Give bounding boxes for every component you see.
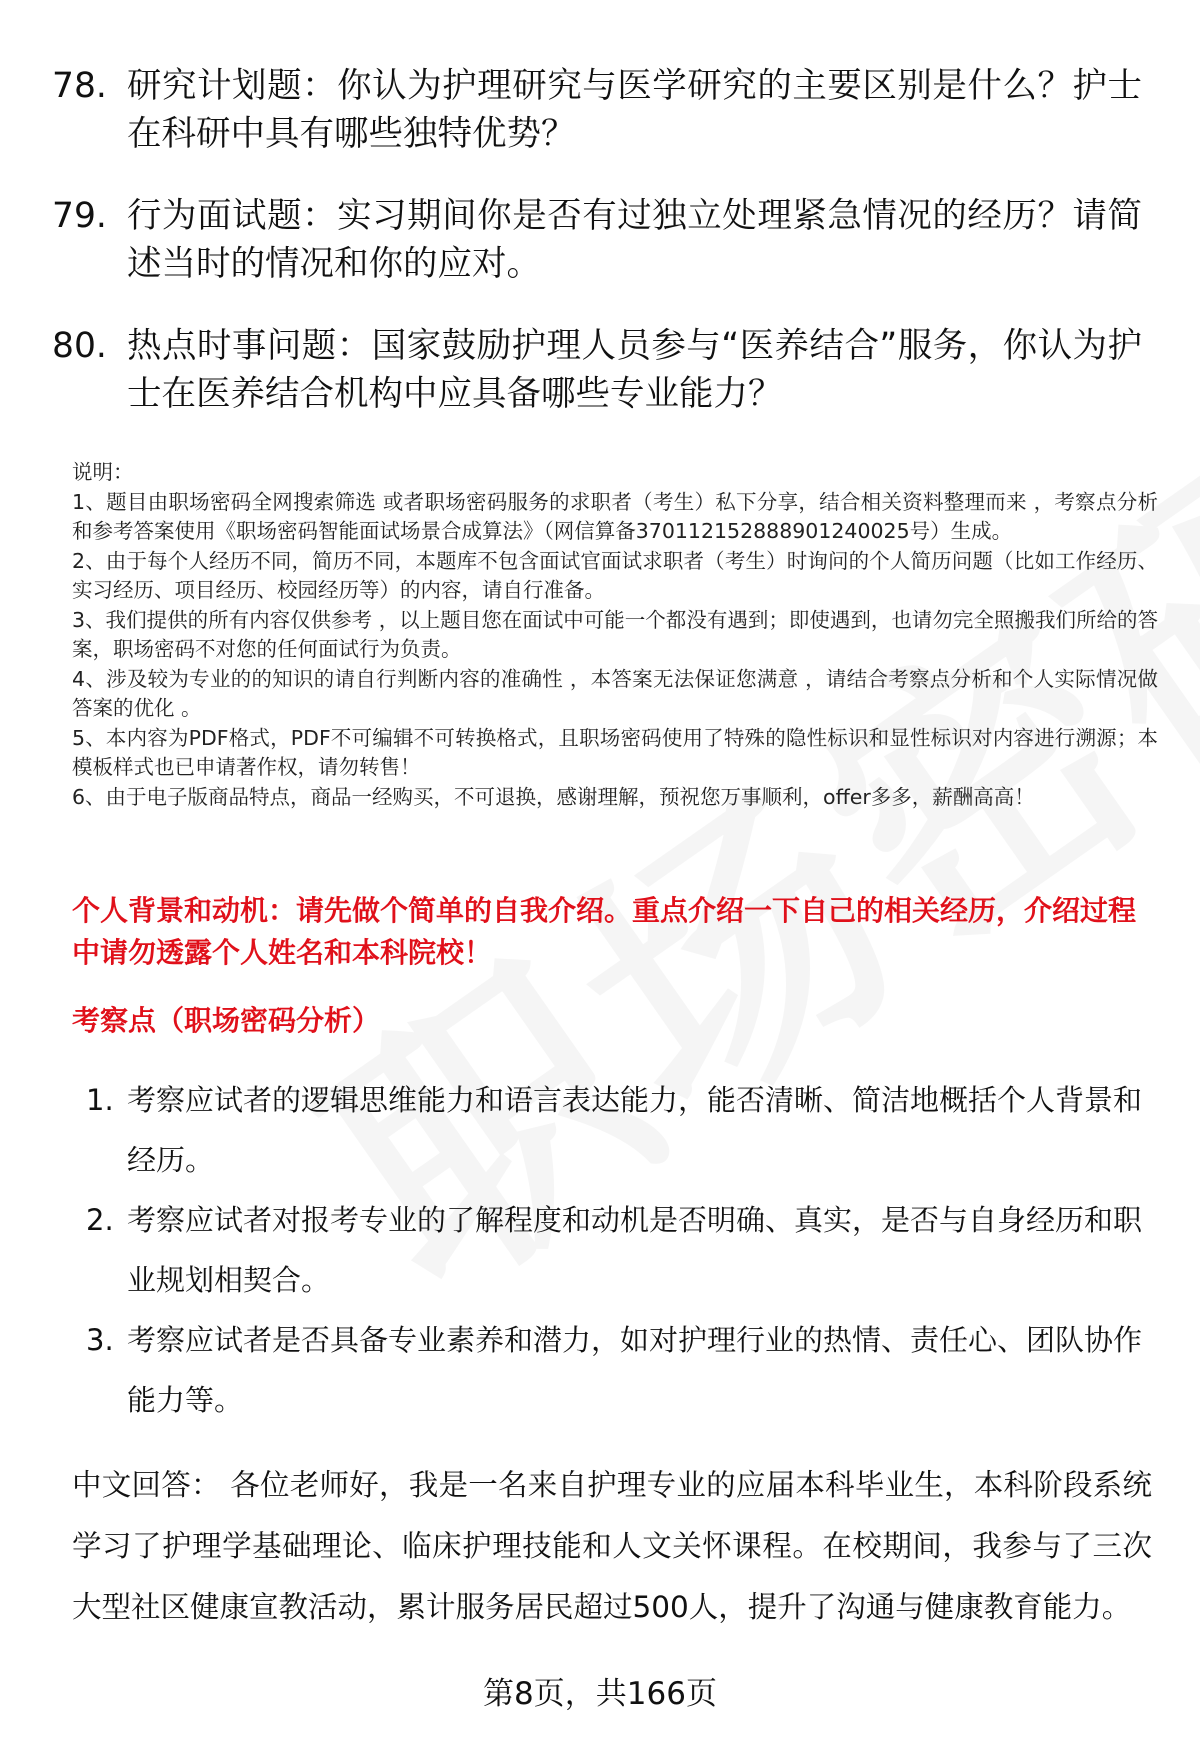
note-item: 6、由于电子版商品特点，商品一经购买，不可退换，感谢理解，预祝您万事顺利，offer多多，薪酬高高！ <box>72 784 1035 809</box>
question-number: 78. <box>52 66 107 106</box>
question-number: 79. <box>52 196 107 236</box>
note-item: 2、由于每个人经历不同，简历不同，本题库不包含面试官面试求职者（考生）时询问的个人简历问题（比如工作经历、实习经历、项目经历、校园经历等）的内容，请自行准备。 <box>72 548 1158 602</box>
note-item: 4、涉及较为专业的的知识的请自行判断内容的准确性 ，本答案无法保证您满意 ，请结合考察点分析和个人实际情况做答案的优化 。 <box>72 666 1158 720</box>
question-78 <box>52 62 1142 158</box>
list-item-text: 考察应试者对报考专业的了解程度和动机是否明确、真实，是否与自身经历和职业规划相契合。 <box>127 1203 1143 1297</box>
question-text: 行为面试题：实习期间你是否有过独立处理紧急情况的经历？请简述当时的情况和你的应对。 <box>127 196 1142 284</box>
note-item: 5、本内容为PDF格式，PDF不可编辑不可转换格式，且职场密码使用了特殊的隐性标识和显性标识对内容进行溯源；本模板样式也已申请著作权，请勿转售！ <box>72 725 1158 779</box>
question-80 <box>52 322 1142 418</box>
question-text: 热点时事问题：国家鼓励护理人员参与“医养结合”服务，你认为护士在医养结合机构中应具备哪些专业能力？ <box>127 326 1142 414</box>
list-item-text: 考察应试者的逻辑思维能力和语言表达能力，能否清晰、简洁地概括个人背景和经历。 <box>127 1083 1143 1177</box>
notes-title: 说明： <box>72 460 134 484</box>
notes-section <box>72 458 1158 812</box>
note-item: 1、题目由职场密码全网搜索筛选 或者职场密码服务的求职者（考生）私下分享，结合相关资料整理而来 ，考察点分析和参考答案使用《职场密码智能面试场景合成算法》（网信算备370112152888901240025号）生成。 <box>72 489 1158 543</box>
page-number-footer: 第8页，共166页 <box>483 1676 717 1712</box>
list-item-text: 考察应试者是否具备专业素养和潜力，如对护理行业的热情、责任心、团队协作能力等。 <box>127 1323 1143 1417</box>
question-text: 研究计划题：你认为护理研究与医学研究的主要区别是什么？护士在科研中具有哪些独特优势？ <box>127 66 1142 154</box>
assessment-points-list <box>72 1070 1152 1430</box>
list-item-number: 1. <box>86 1083 114 1117</box>
note-item: 3、我们提供的所有内容仅供参考 ，以上题目您在面试中可能一个都没有遇到；即使遇到，也请勿完全照搬我们所给的答案，职场密码不对您的任何面试行为负责。 <box>72 607 1158 661</box>
list-item <box>72 1190 1152 1310</box>
list-item-number: 3. <box>86 1323 114 1357</box>
list-item-number: 2. <box>86 1203 114 1237</box>
question-79 <box>52 192 1142 288</box>
list-item <box>72 1070 1152 1190</box>
assessment-points-heading: 考察点（职场密码分析） <box>72 1004 381 1037</box>
list-item <box>72 1310 1152 1430</box>
intro-question-heading: 个人背景和动机：请先做个简单的自我介绍。重点介绍一下自己的相关经历，介绍过程中请勿透露个人姓名和本科院校！ <box>72 894 1137 969</box>
question-number: 80. <box>52 326 107 366</box>
chinese-answer: 中文回答： 各位老师好，我是一名来自护理专业的应届本科毕业生，本科阶段系统学习了护理学基础理论、临床护理技能和人文关怀课程。在校期间，我参与了三次大型社区健康宣教活动，累计服务居民超过500人，提升了沟通与健康教育能力。 <box>72 1468 1152 1624</box>
